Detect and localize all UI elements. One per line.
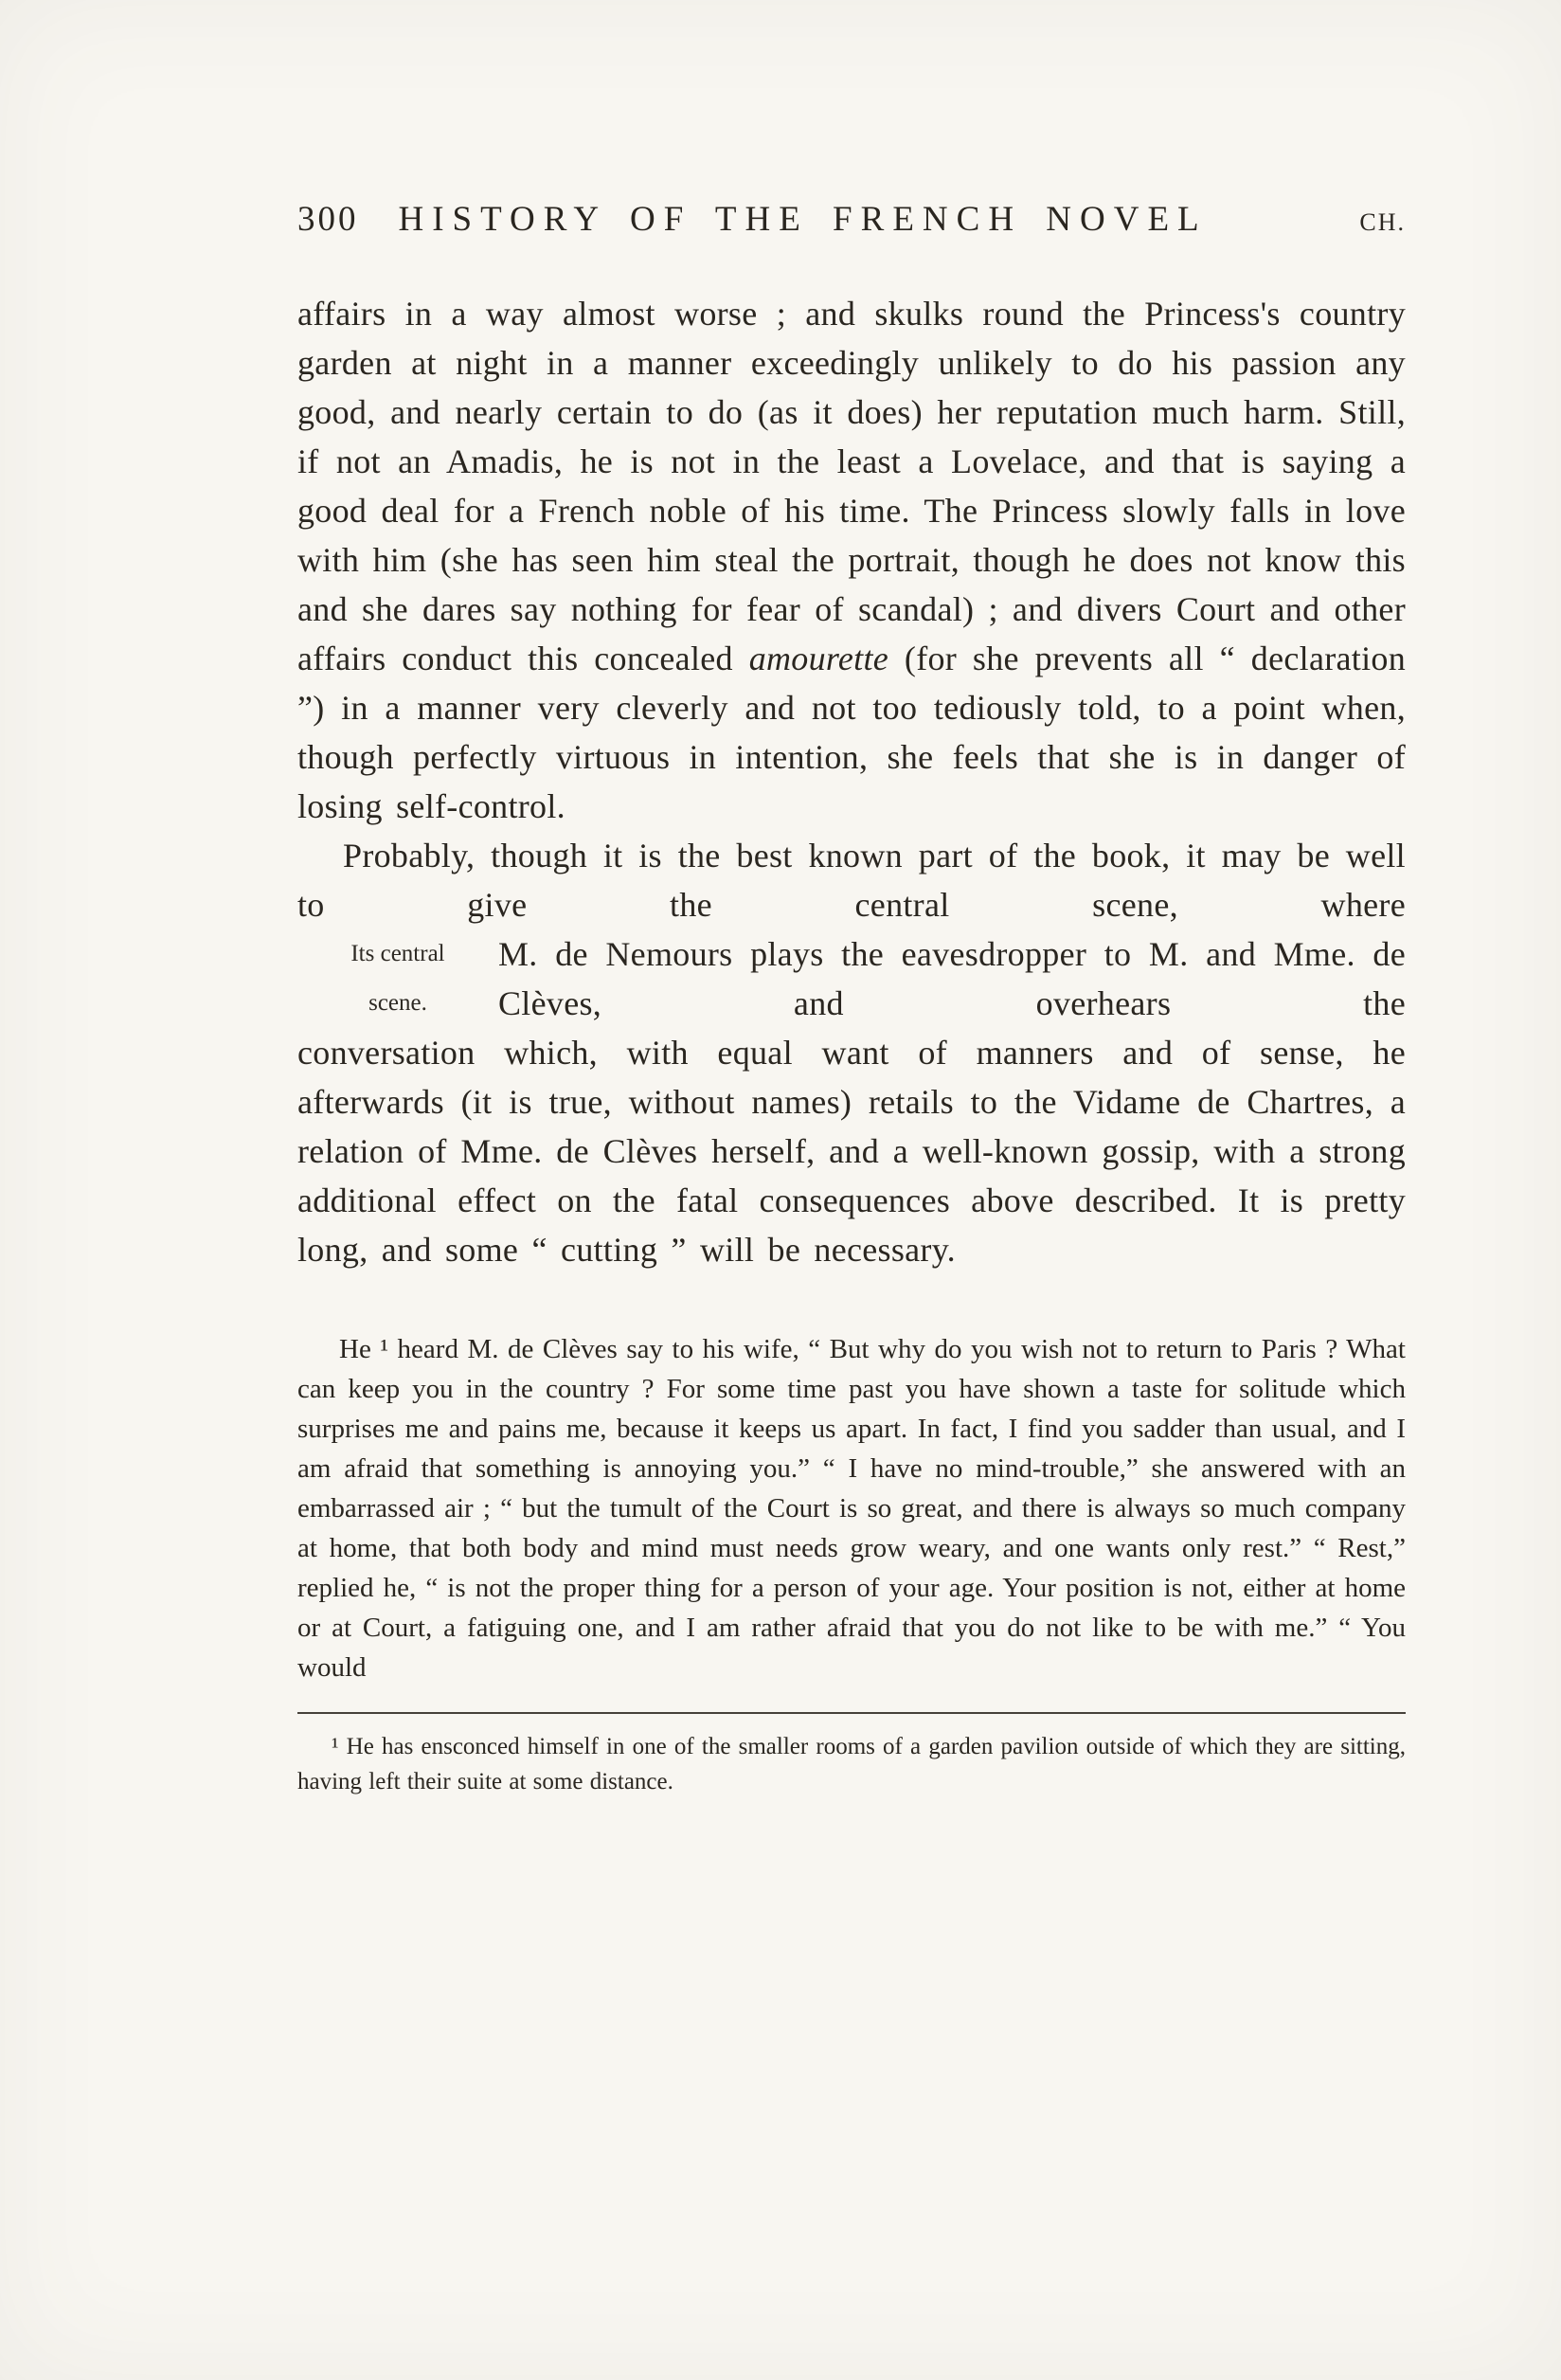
paragraph-opening-text: affairs in a way almost worse ; and skulks round the Princess's country garden at night in a manner exceedingly unlikely to do his passion any good, and nearly certain to do (as it does) her reputation much harm. Still, if not an Amadis, he is not in the least a Lovelace, and that is saying a good deal for a French noble of his time. The Princess slowly falls in love with him (she has seen him steal the portrait, though he does not know this and she dares say nothing for fear of scandal) ; and divers Court and other affairs conduct this concealed [297, 295, 1406, 677]
footnote-divider [297, 1712, 1406, 1714]
paragraph-central-intro: Probably, though it is the best known part of the book, it may be well to give the central scene, where [297, 837, 1406, 924]
sidenote-row [297, 929, 1406, 1028]
running-head [297, 199, 1406, 240]
paragraph-central-beside-note: M. de Nemours plays the eavesdropper to M. and Mme. de Clèves, and overhears the [498, 935, 1406, 1022]
chapter-marker: CH. [1359, 208, 1406, 236]
paragraph-central-rest: conversation which, with equal want of manners and of sense, he afterwards (it is true, without names) retails to the Vidame de Chartres, a relation of Mme. de Clèves herself, and a well-known gossip, with a strong additional effect on the fatal consequences above described. It is pretty long, and some “ cutting ” will be necessary. [297, 1034, 1406, 1269]
text-column [297, 199, 1406, 1799]
margin-note-line1: Its central [350, 941, 445, 966]
running-title: HISTORY OF THE FRENCH NOVEL [398, 200, 1208, 239]
italic-term: amourette [748, 640, 889, 677]
footnote: ¹ He has ensconced himself in one of the smaller rooms of a garden pavilion outside of which they are sitting, having left their suite at some distance. [297, 1734, 1406, 1794]
paragraph-opening-rest: (for she prevents all “ declaration ”) in a manner very cleverly and not too tediously told, to a point when, though perfectly virtuous in intention, she feels that she is in danger of losing self-control. [297, 640, 1406, 825]
margin-note-line2: scene. [368, 990, 427, 1016]
extract-quotation: He ¹ heard M. de Clèves say to his wife, “ But why do you wish not to return to Paris ? What can keep you in the country ? For some time past you have shown a taste for solitude which surprises me and pains me, because it keeps us apart. In fact, I find you sadder than usual, and I am afraid that something is annoying you.” “ I have no mind-trouble,” she answered with an embarrassed air ; “ but the tumult of the Court is so great, and there is always so much company at home, that both body and mind must needs grow weary, and one wants only rest.” “ Rest,” replied he, “ is not the proper thing for a person of your age. Your position is not, either at home or at Court, a fatiguing one, and I am rather afraid that you do not like to be with me.” “ You would [297, 1334, 1406, 1683]
paragraph-opening [297, 289, 1406, 831]
page-number: 300 [297, 200, 359, 239]
margin-note [297, 929, 498, 1028]
